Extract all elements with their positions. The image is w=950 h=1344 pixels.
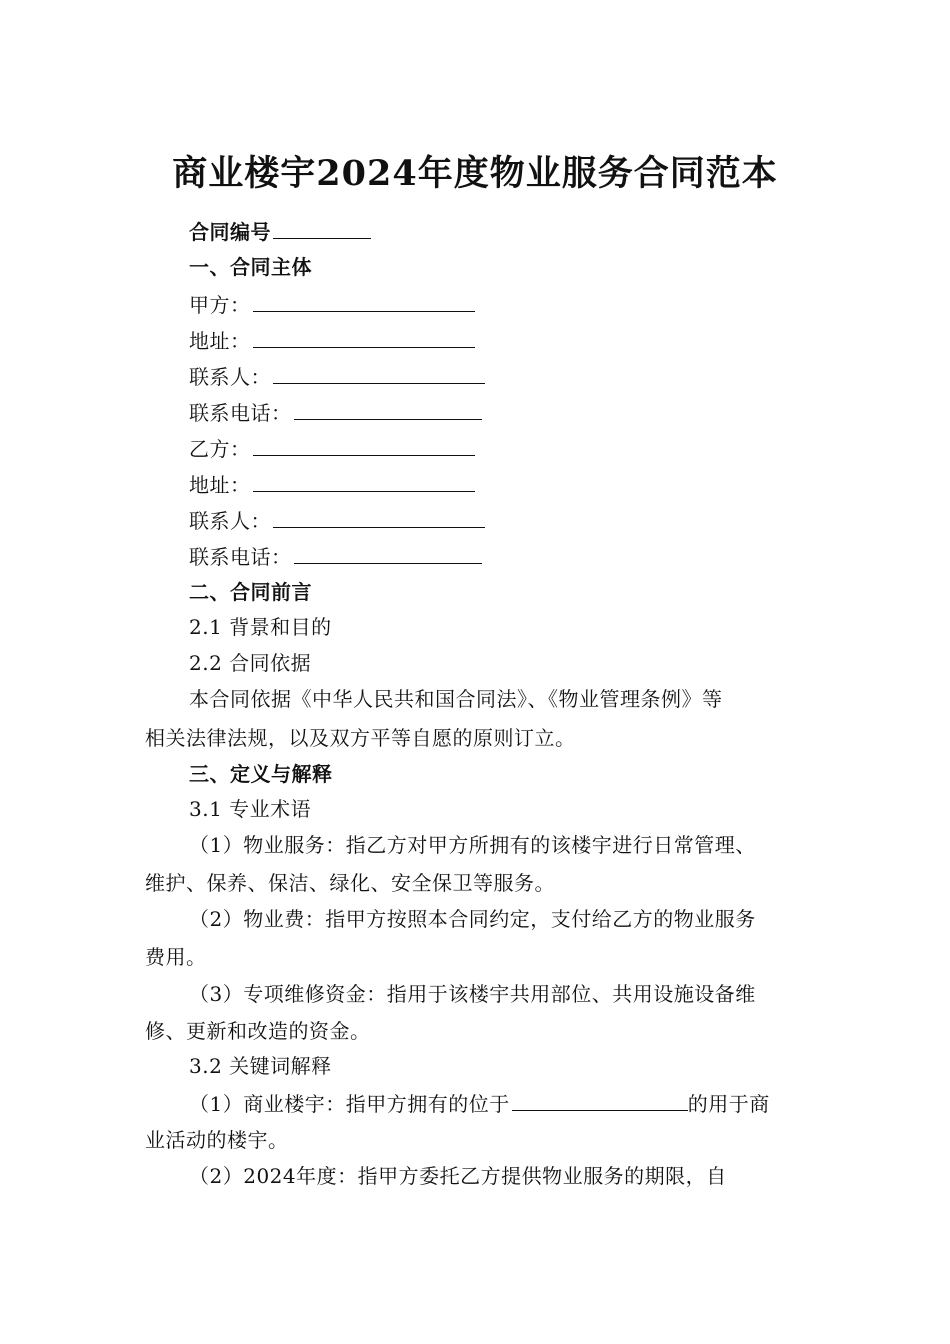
contact-b-label: 联系人： (189, 509, 271, 533)
keyword-1-line-1 (189, 1088, 770, 1118)
contact-a-line (189, 361, 485, 391)
item-3-1: 3.1 专业术语 (189, 797, 312, 821)
item-2-1: 2.1 背景和目的 (189, 615, 332, 639)
phone-a-blank[interactable] (294, 397, 482, 420)
contact-a-label: 联系人： (189, 365, 271, 389)
address-b-blank[interactable] (253, 469, 475, 492)
party-b-line (189, 433, 475, 463)
basis-paragraph-line-1: 本合同依据《中华人民共和国合同法》、《物业管理条例》等 (189, 687, 723, 711)
section-1-heading: 一、合同主体 (189, 255, 312, 279)
definition-1-line-1: （1）物业服务：指乙方对甲方所拥有的该楼宇进行日常管理、 (189, 833, 756, 857)
definition-2-line-1: （2）物业费：指甲方按照本合同约定，支付给乙方的物业服务 (189, 907, 756, 931)
party-a-line (189, 289, 475, 319)
contact-a-blank[interactable] (273, 361, 485, 384)
definition-3-line-1: （3）专项维修资金：指用于该楼宇共用部位、共用设施设备维 (189, 982, 756, 1006)
building-location-blank[interactable] (512, 1088, 688, 1111)
party-a-label: 甲方： (189, 293, 251, 317)
party-b-label: 乙方： (189, 437, 251, 461)
phone-b-blank[interactable] (294, 541, 482, 564)
item-3-2: 3.2 关键词解释 (189, 1054, 332, 1078)
party-b-blank[interactable] (253, 433, 475, 456)
document-title: 商业楼宇2024年度物业服务合同范本 (172, 153, 778, 194)
address-b-label: 地址： (189, 473, 251, 497)
address-b-line (189, 469, 475, 499)
address-a-line (189, 325, 475, 355)
contract-number-label: 合同编号 (189, 220, 271, 244)
keyword-1-line-2: 业活动的楼宇。 (145, 1128, 289, 1152)
contact-b-blank[interactable] (273, 505, 485, 528)
phone-a-line (189, 397, 482, 427)
definition-1-line-2: 维护、保养、保洁、绿化、安全保卫等服务。 (145, 871, 555, 895)
phone-a-label: 联系电话： (189, 401, 292, 425)
definition-3-line-2: 修、更新和改造的资金。 (145, 1019, 371, 1043)
keyword-1-prefix: （1）商业楼宇：指甲方拥有的位于 (189, 1092, 510, 1116)
contract-number-line (189, 216, 371, 246)
contact-b-line (189, 505, 485, 535)
contract-number-blank[interactable] (273, 216, 371, 239)
definition-2-line-2: 费用。 (145, 945, 207, 969)
party-a-blank[interactable] (253, 289, 475, 312)
phone-b-label: 联系电话： (189, 545, 292, 569)
address-a-blank[interactable] (253, 325, 475, 348)
section-2-heading: 二、合同前言 (189, 580, 312, 604)
section-3-heading: 三、定义与解释 (189, 762, 333, 786)
keyword-2-line-1: （2）2024年度：指甲方委托乙方提供物业服务的期限，自 (189, 1164, 727, 1188)
keyword-1-suffix: 的用于商 (687, 1092, 770, 1116)
item-2-2: 2.2 合同依据 (189, 651, 312, 675)
phone-b-line (189, 541, 482, 571)
basis-paragraph-line-2: 相关法律法规，以及双方平等自愿的原则订立。 (145, 726, 576, 750)
address-a-label: 地址： (189, 329, 251, 353)
